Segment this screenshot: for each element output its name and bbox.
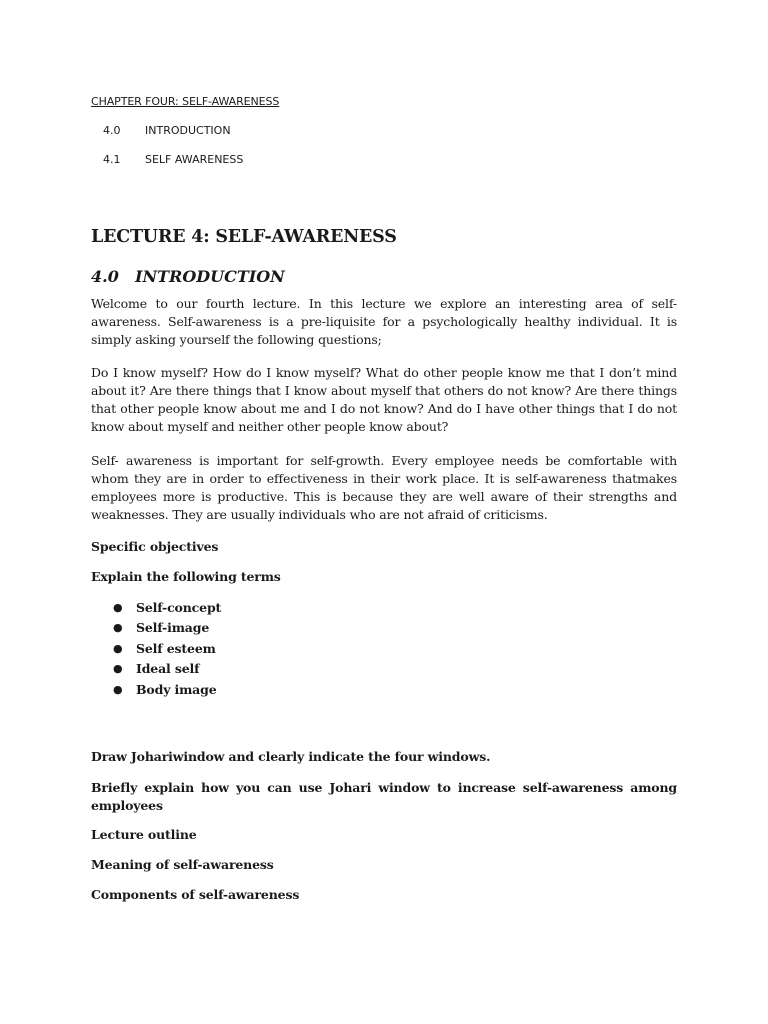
term-label: Self esteem — [136, 640, 216, 656]
importance-paragraph: Self- awareness is important for self-growth. Every employee needs be comfortable with whom they are in order to effectiveness in their work place. It is self-awareness thatmakes employees more is productive. This is because they are well aware of their strengths and weaknesses. They are usually individuals who are not afraid of criticisms. — [91, 453, 677, 522]
lecture-outline-heading: Lecture outline — [91, 827, 197, 842]
toc-item-self-awareness — [103, 153, 243, 166]
questions-paragraph: Do I know myself? How do I know myself? What do other people know me that I don’t mind about it? Are there things that I know about myself that others do not know? Are there things that other people know about me and I do not know? And do I have other things that I do not know about myself and neither other people know about? — [91, 365, 677, 434]
list-item — [113, 639, 221, 659]
list-item — [113, 618, 221, 638]
outline-item: Components of self-awareness — [91, 887, 300, 902]
specific-objectives-heading: Specific objectives — [91, 539, 219, 554]
outline-item: Meaning of self-awareness — [91, 857, 274, 872]
section-label: INTRODUCTION — [135, 267, 285, 286]
section-number: 4.0 — [91, 267, 119, 286]
johari-draw-task: Draw Johariwindow and clearly indicate the four windows. — [91, 749, 491, 764]
toc-item-label: INTRODUCTION — [145, 124, 231, 137]
bullet-icon: ● — [113, 601, 123, 614]
toc-item-number: 4.1 — [103, 153, 121, 166]
toc-item-label: SELF AWARENESS — [145, 153, 244, 166]
term-label: Self-image — [136, 620, 210, 636]
toc-chapter-heading: CHAPTER FOUR: SELF-AWARENESS — [91, 95, 280, 108]
bullet-icon: ● — [113, 662, 123, 676]
section-heading — [91, 267, 285, 286]
toc-item-introduction — [103, 124, 231, 137]
bullet-icon: ● — [113, 641, 123, 655]
list-item — [113, 680, 221, 700]
toc-item-number: 4.0 — [103, 124, 121, 137]
term-label: Body image — [136, 681, 217, 697]
term-label: Self-concept — [136, 600, 222, 615]
bullet-icon: ● — [113, 621, 123, 635]
bullet-icon: ● — [113, 682, 123, 696]
explain-terms-heading: Explain the following terms — [91, 569, 281, 584]
term-label: Ideal self — [136, 661, 200, 677]
lecture-title: LECTURE 4: SELF-AWARENESS — [91, 227, 397, 247]
intro-paragraph: Welcome to our fourth lecture. In this lecture we explore an interesting area of self-awareness. Self-awareness is a pre-liquisite for a psychologically healthy individual. It is simply asking yourself the following questions; — [91, 296, 677, 347]
johari-explain-task: Briefly explain how you can use Johari window to increase self-awareness among employees — [91, 780, 677, 813]
list-item — [113, 659, 221, 679]
terms-list — [113, 598, 221, 700]
list-item — [113, 598, 221, 618]
